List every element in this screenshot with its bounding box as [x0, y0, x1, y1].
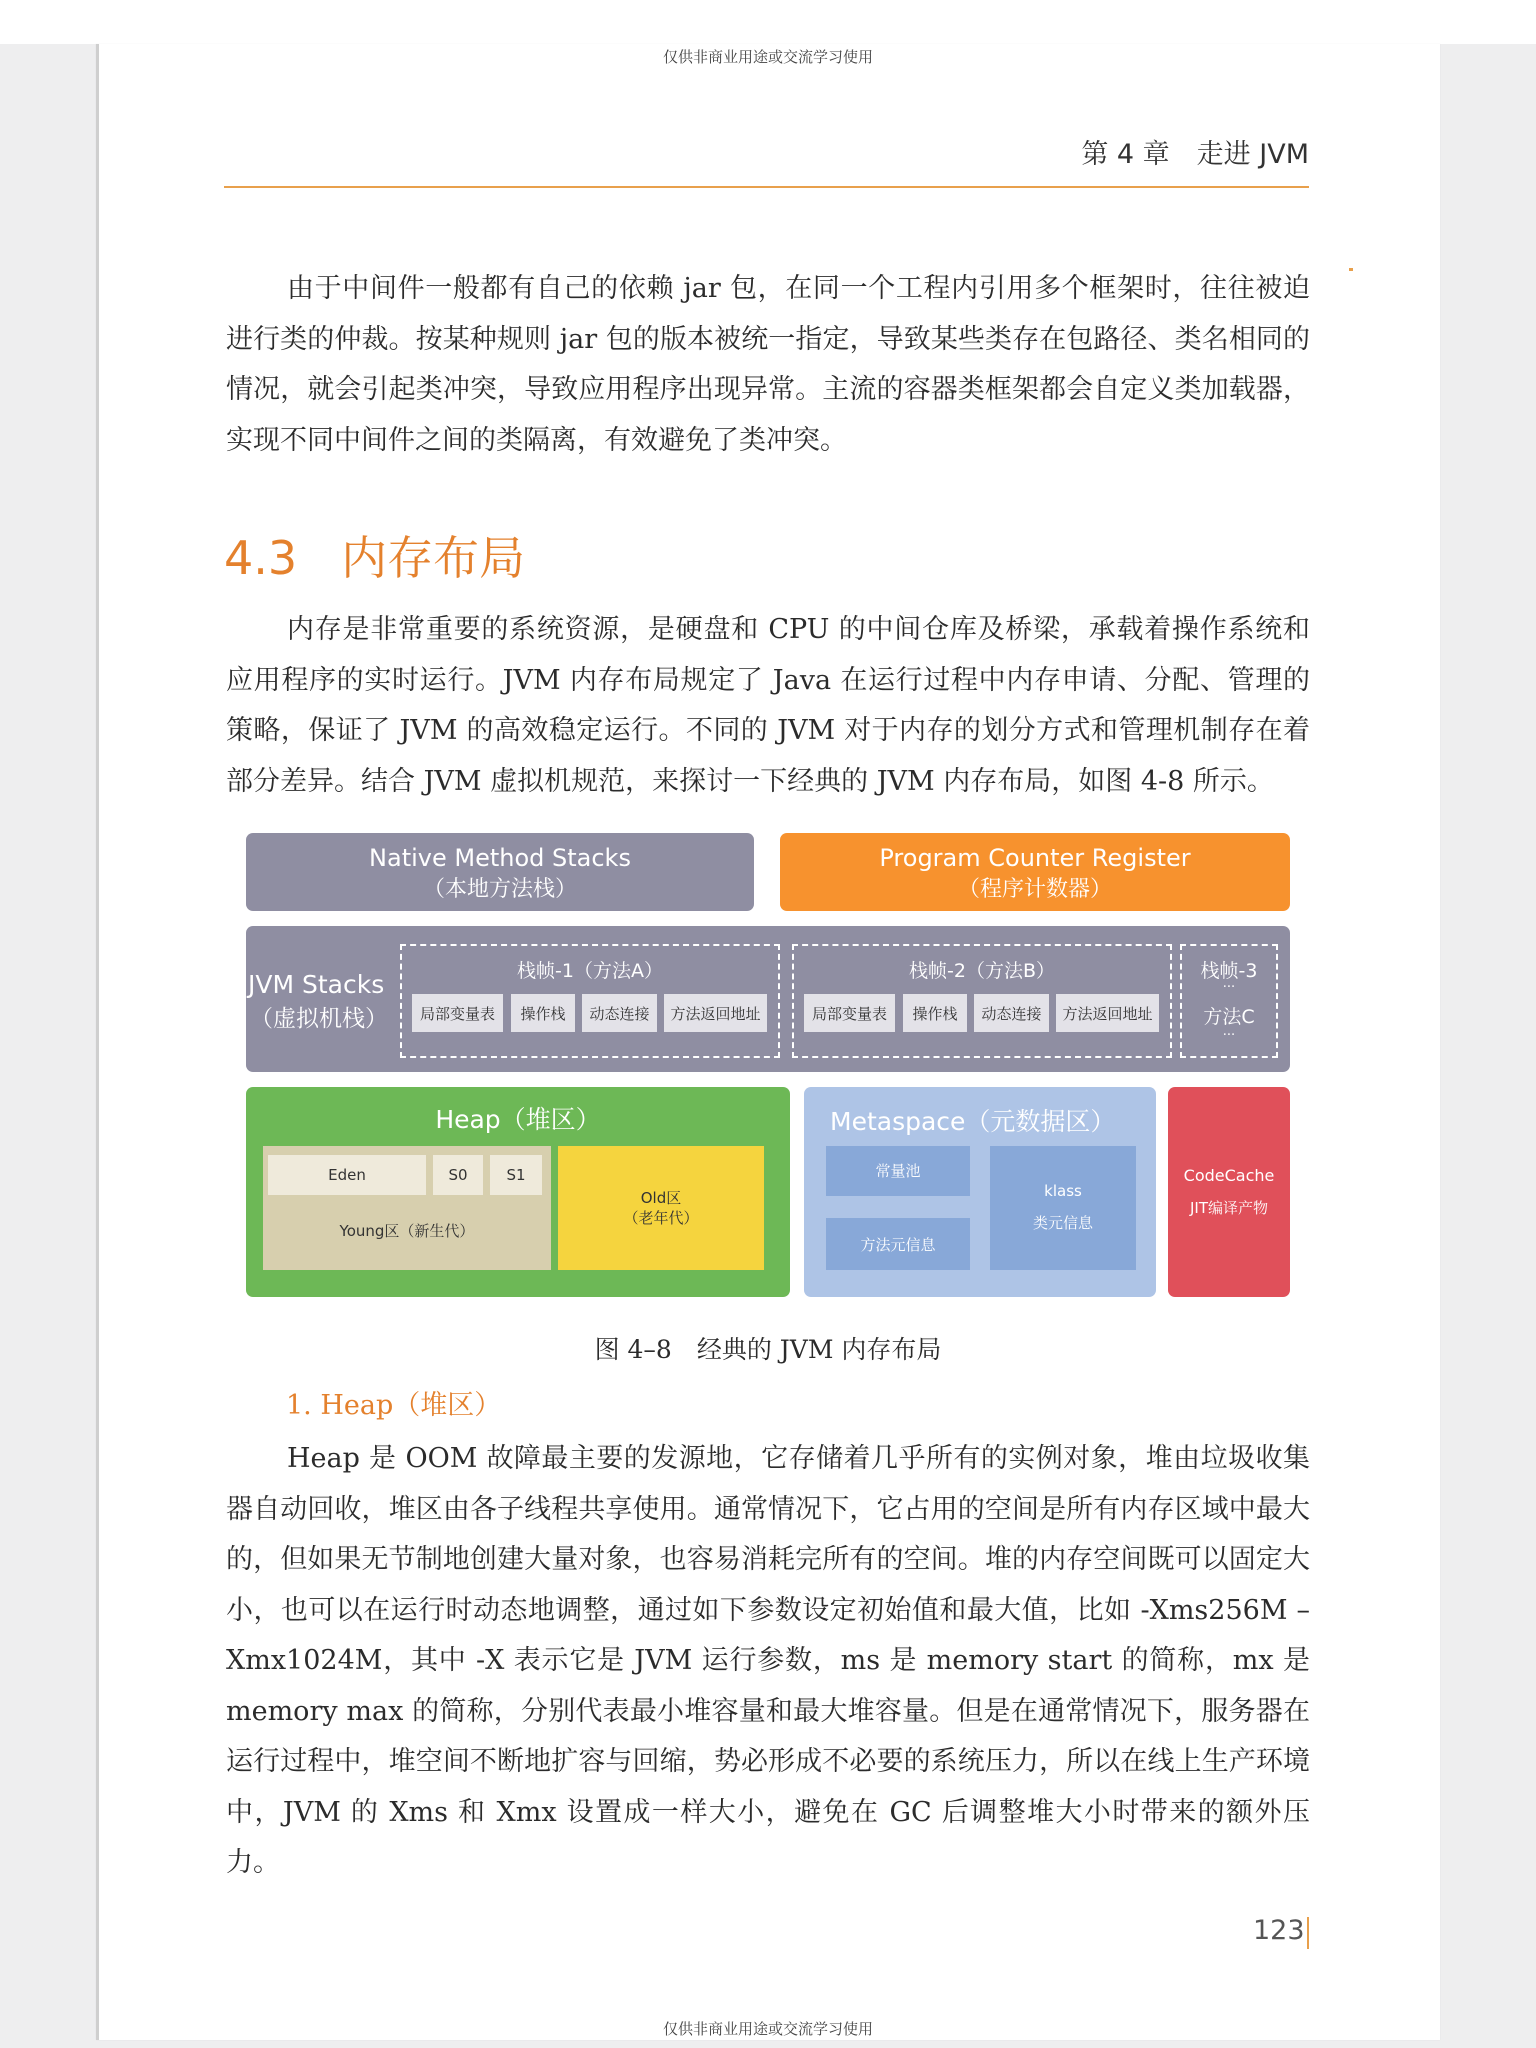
frame2-local-vars: 局部变量表: [804, 994, 895, 1032]
stack-frame-2-label: 栈帧-2（方法B）: [909, 960, 1055, 982]
frame2-operand-stack: 操作栈: [903, 994, 967, 1032]
old-generation-label: Old区: [640, 1188, 682, 1207]
stack-frame-3-label: 栈帧-3: [1200, 960, 1258, 982]
section-title: [224, 522, 525, 588]
viewer-top-bar: [0, 0, 1536, 44]
paragraph-class-loader: 由于中间件一般都有自己的依赖 jar 包，在同一个工程内引用多个框架时，往往被迫进行类的仲裁。按某种规则 jar 包的版本被统一指定，导致某些类存在包路径、类名相同的情况，就会引起类冲突，导致应用程序出现异常。主流的容器类框架都会自定义类加载器，实现不同中间件之间的类隔离，有效避免了类冲突。: [226, 273, 1310, 456]
eden-space: Eden: [268, 1155, 426, 1195]
header-rule: [224, 186, 1309, 188]
program-counter-register-label: Program Counter Register: [879, 844, 1191, 872]
section-title-text: 内存布局: [341, 531, 526, 585]
metaspace-label: Metaspace（元数据区）: [830, 1107, 1116, 1136]
subsection-heading: [286, 1383, 501, 1422]
subsection-number: 1.: [286, 1390, 312, 1421]
stack-frame-3-dots-bottom: ···: [1222, 1028, 1236, 1043]
subsection-title: Heap（堆区）: [320, 1390, 502, 1421]
program-counter-register-cn: （程序计数器）: [957, 877, 1112, 902]
stack-frame-1-label: 栈帧-1（方法A）: [517, 960, 663, 982]
frame2-return-address: 方法返回地址: [1056, 994, 1159, 1032]
native-method-stacks-label: Native Method Stacks: [369, 844, 631, 872]
native-method-stacks-cn: （本地方法栈）: [422, 877, 577, 902]
frame1-return-address: 方法返回地址: [664, 994, 767, 1032]
survivor-s1: S1: [490, 1155, 542, 1195]
native-method-stacks-box: [246, 833, 754, 911]
stack-frame-3-dots-top: ···: [1222, 980, 1236, 995]
method-meta-info-label: 方法元信息: [860, 1236, 936, 1254]
page-number: 123: [1253, 1915, 1305, 1946]
program-counter-register-box: [780, 833, 1290, 911]
heap-label: Heap（堆区）: [435, 1105, 601, 1134]
codecache-box: [1168, 1087, 1290, 1297]
codecache-label: CodeCache: [1183, 1166, 1275, 1185]
paragraph-heap: Heap 是 OOM 故障最主要的发源地，它存储着几乎所有的实例对象，堆由垃圾收集器自动回收，堆区由各子线程共享使用。通常情况下，它占用的空间是所有内存区域中最大的，但如果无节制地创建大量对象，也容易消耗完所有的空间。堆的内存空间既可以固定大小，也可以在运行时动态地调整，通过如下参数设定初始值和最大值，比如 -Xms256M –Xmx1024M，其中 -X 表示它是 JVM 运行参数，ms 是 memory start 的简称，mx 是 memory max 的简称，分别代表最小堆容量和最大堆容量。但是在通常情况下，服务器在运行过程中，堆空间不断地扩容与回缩，势必形成不必要的系统压力，所以在线上生产环境中，JVM 的 Xms 和 Xmx 设置成一样大小，避免在 GC 后调整堆大小时带来的额外压力。: [226, 1443, 1310, 1878]
chapter-header: 第 4 章 走进 JVM: [1081, 139, 1309, 170]
codecache-cn: JIT编译产物: [1189, 1199, 1268, 1217]
page-number-bar: [1307, 1917, 1309, 1949]
paragraph-memory-layout: 内存是非常重要的系统资源，是硬盘和 CPU 的中间仓库及桥梁，承载着操作系统和应用程序的实时运行。JVM 内存布局规定了 Java 在运行过程中内存申请、分配、管理的策略，保证了 JVM 的高效稳定运行。不同的 JVM 对于内存的划分方式和管理机制存在着部分差异。结合 JVM 虚拟机规范，来探讨一下经典的 JVM 内存布局，如图 4-8 所示。: [226, 614, 1310, 797]
frame1-dynamic-link: 动态连接: [582, 994, 657, 1032]
frame1-local-vars: 局部变量表: [412, 994, 503, 1032]
page-edge: [96, 44, 99, 2040]
young-generation-label: Young区（新生代）: [339, 1221, 475, 1240]
section-number: 4.3: [224, 531, 298, 585]
jvm-stacks-cn: （虚拟机栈）: [250, 1006, 388, 1032]
klass-cn-label: 类元信息: [1032, 1214, 1093, 1232]
frame1-operand-stack: 操作栈: [511, 994, 575, 1032]
old-generation-cn: （老年代）: [623, 1208, 699, 1227]
survivor-s0: S0: [433, 1155, 483, 1195]
figure-caption: 图 4–8 经典的 JVM 内存布局: [594, 1335, 942, 1364]
klass-area: [990, 1146, 1136, 1270]
page-mark: [1349, 268, 1353, 271]
constant-pool-label: 常量池: [875, 1162, 921, 1180]
watermark-top: 仅供非商业用途或交流学习使用: [662, 48, 873, 66]
watermark-bottom: 仅供非商业用途或交流学习使用: [662, 2020, 873, 2038]
jvm-stacks-label: JVM Stacks: [248, 970, 385, 999]
stack-frame-3-method: 方法C: [1203, 1006, 1255, 1028]
klass-label: klass: [1044, 1182, 1082, 1200]
frame2-dynamic-link: 动态连接: [974, 994, 1049, 1032]
